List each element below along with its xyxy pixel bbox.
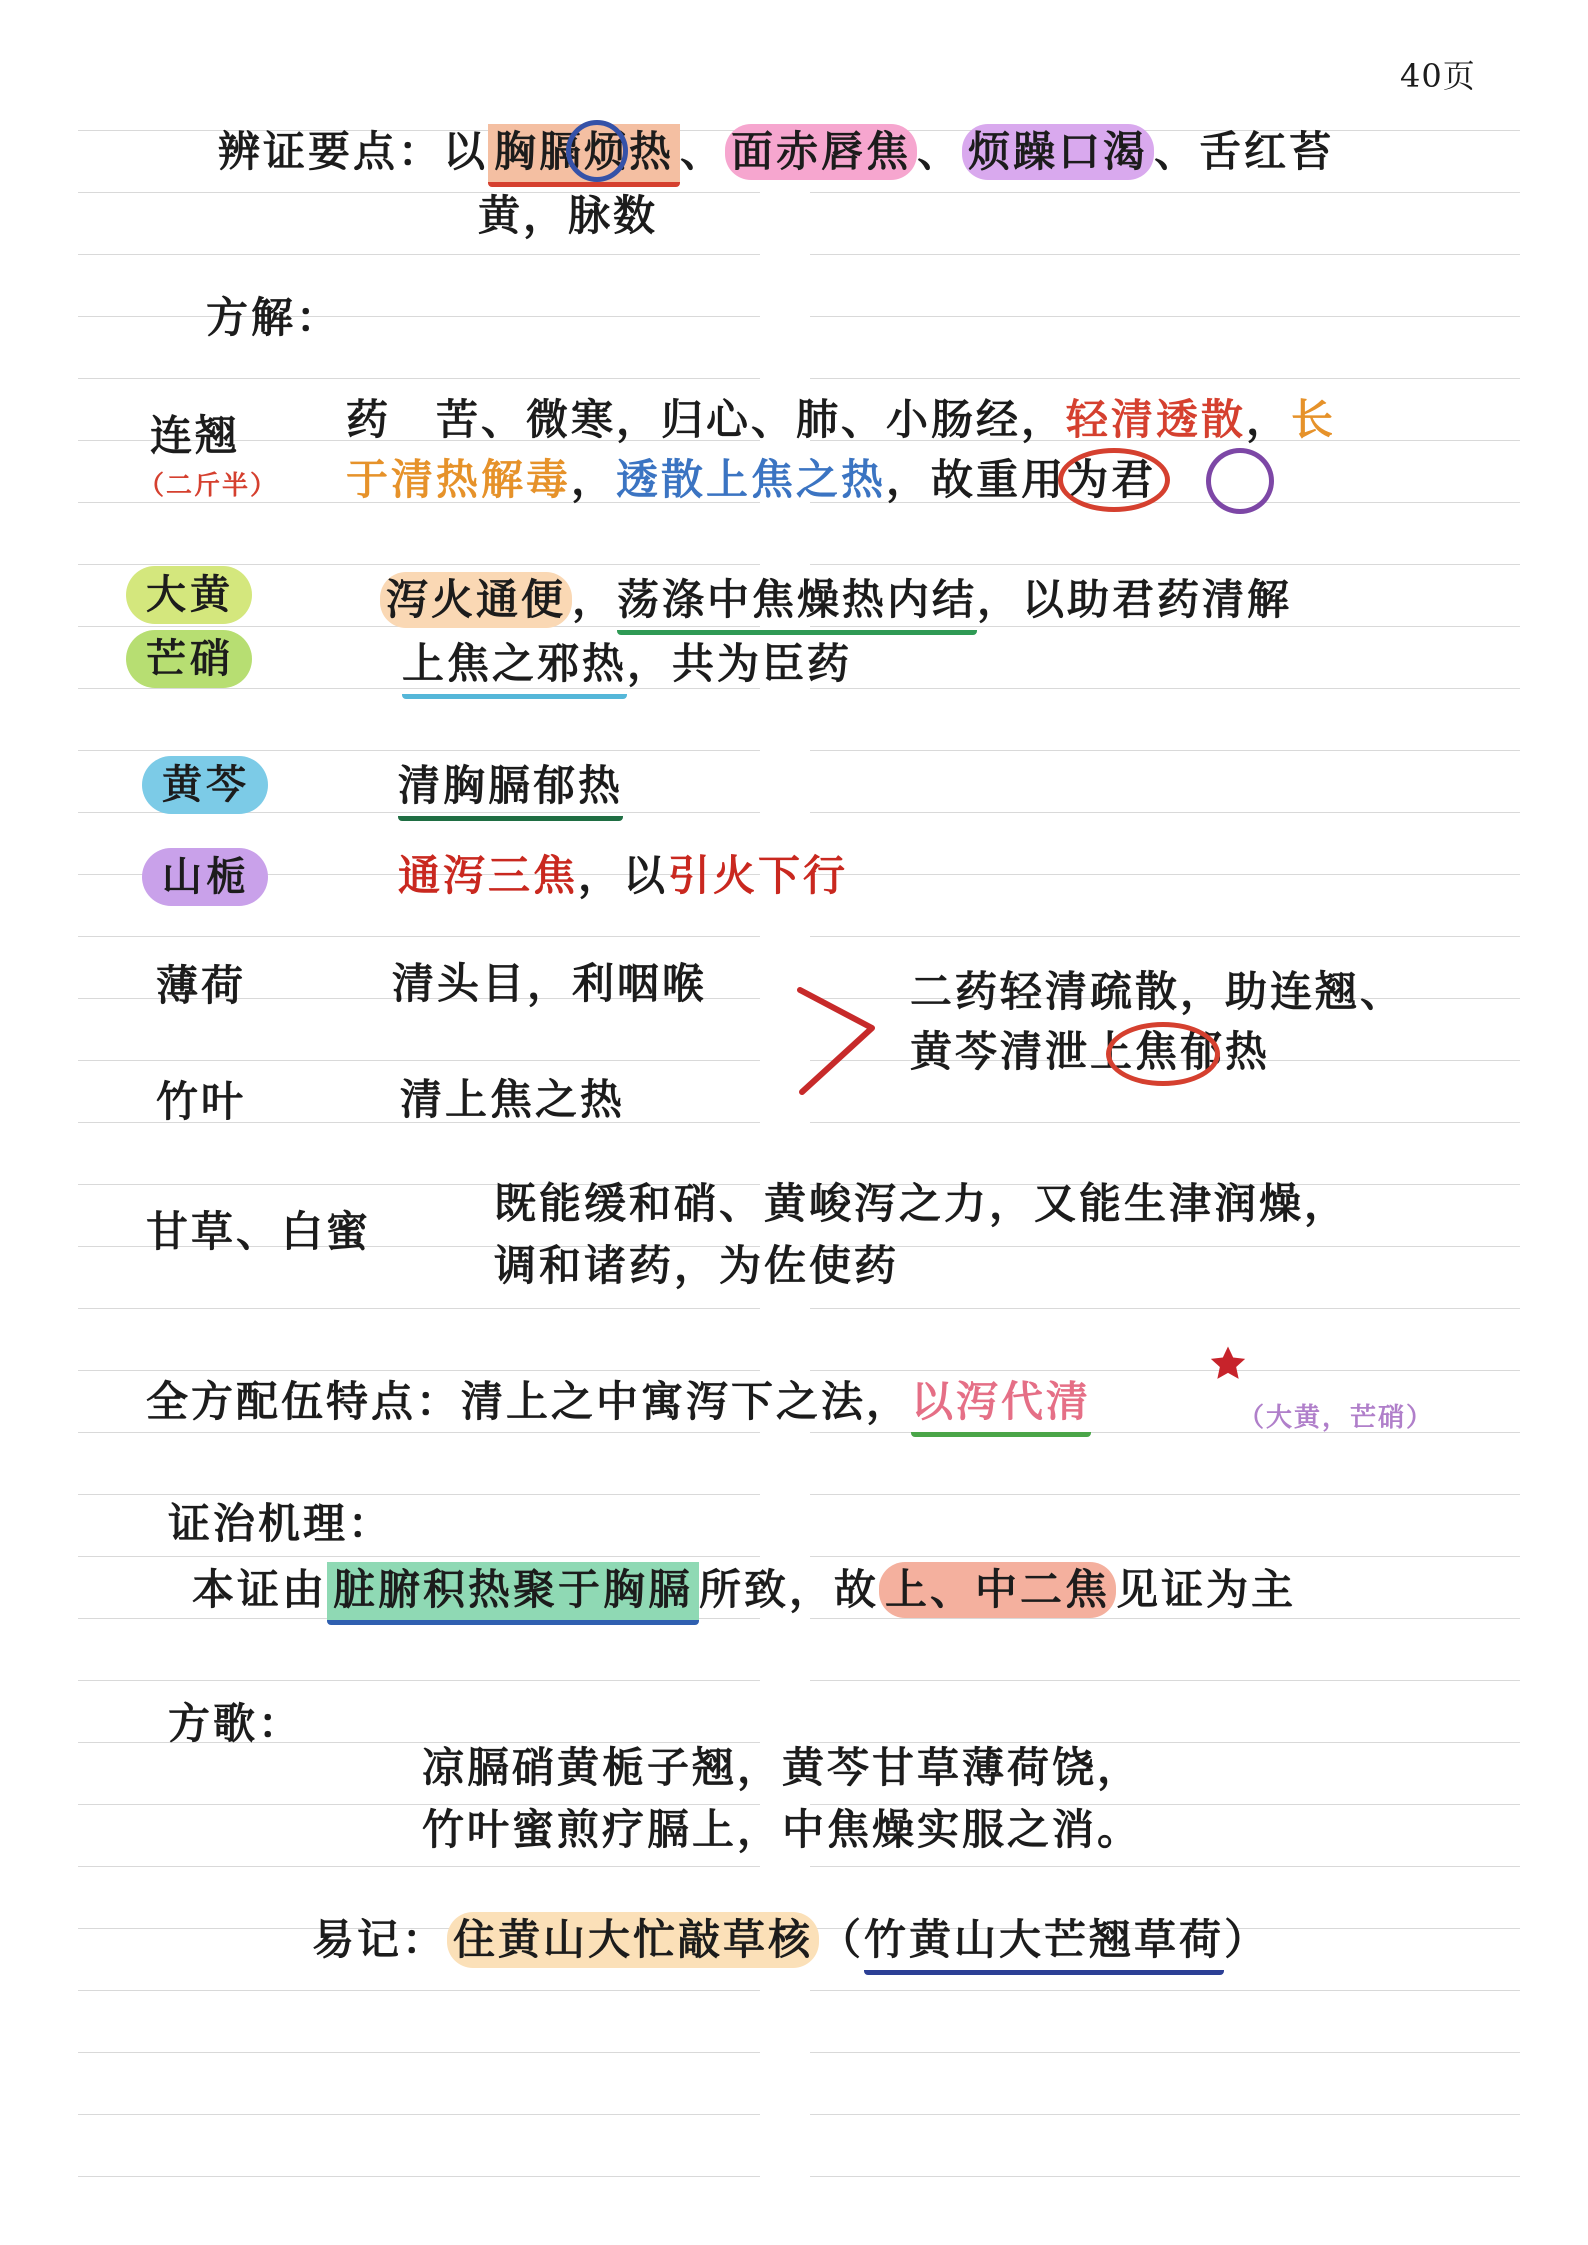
key-points-line1 [218,124,1334,187]
note-text: 黄芩清泄 [910,1027,1091,1076]
ruled-line [78,2114,760,2115]
ruled-line [810,1990,1520,1991]
three-jiao-text: 通泻三焦 [398,851,579,900]
ruled-line [78,1308,760,1309]
ruled-line [78,936,760,937]
huangqin-underline: 清胸膈郁热 [398,758,623,821]
ruled-line [810,1246,1520,1247]
strength-text: 长 [1291,395,1337,444]
huangqin-text [398,758,623,821]
zhuye-text: 清上焦之热 [400,1075,626,1124]
ruled-line [810,316,1520,317]
ruled-line [810,2114,1520,2115]
gancao-line2: 调和诸药，为佐使药 [494,1241,900,1290]
bohe-zhuye-note-line1: 二药轻清疏散，助连翘、 [910,967,1406,1016]
herb-huangqin: 黄芩 [142,756,268,814]
ruled-line [78,1556,760,1557]
compatibility-line [146,1374,1091,1437]
compatibility-text: 清上之中寓泻下之法， [461,1377,912,1426]
sep: 、 [680,127,726,176]
ruled-line [810,750,1520,751]
organ-heat-highlight: 脏腑积热聚于胸膈 [327,1562,699,1625]
upper-jiao-circled: 上焦 [1090,1027,1181,1076]
herb-zhuye: 竹叶 [156,1077,247,1126]
herb-shanzhi: 山栀 [142,848,268,906]
sep: 、 [917,127,963,176]
ruled-line [78,564,760,565]
shanzhi-text [398,848,848,904]
bracket-arrow-icon [790,980,880,1100]
circle-mark [1206,448,1274,514]
herb-mangxiao: 芒硝 [126,630,252,688]
paren: （ [819,1915,865,1964]
herb-lianqiao: 连翘 [150,411,241,460]
heavy-use-text: 重用 [976,455,1067,504]
middle-jiao-underline: 荡涤中焦燥热内结 [617,572,977,635]
ruled-line [810,1122,1520,1123]
formula-explain-label: 方解： [206,293,342,342]
shanzhi-mid: ，以 [578,851,669,900]
mechanism-text: 见证为主 [1116,1565,1297,1614]
ruled-line [810,1556,1520,1557]
ruled-line [78,2052,760,2053]
tongue-text: 、舌红苔 [1154,127,1335,176]
circle-mark [566,120,628,182]
ruled-line [78,2176,760,2177]
ruled-line [810,1866,1520,1867]
herb-dahuang: 大黄 [126,566,252,624]
fire-down-text: 引火下行 [668,851,849,900]
star-icon [1208,1344,1248,1384]
key-points-line2: 黄，脉数 [478,191,659,240]
ruled-line [78,1866,760,1867]
mnemonic-line [312,1912,1269,1975]
ruled-line [810,1494,1520,1495]
ruled-line [810,192,1520,193]
lianqiao-dose: （二斤半） [138,471,279,501]
purge-instead-clear: 以泻代清 [911,1374,1091,1437]
ruled-line [810,378,1520,379]
dahuang-text: ，以助君药清解 [977,575,1293,624]
mechanism-text: 本证由 [192,1565,328,1614]
upper-middle-highlight: 上、中二焦 [879,1562,1116,1618]
circle-mark [1058,448,1170,512]
purge-fire-highlight: 泻火通便 [380,572,572,628]
monarch-text: 君 [1111,455,1157,504]
bohe-text: 清头目，利咽喉 [392,959,708,1008]
mnemonic-highlight: 住黄山大忙敲草核 [447,1912,819,1968]
song-line2: 竹叶蜜煎疗膈上，中焦燥实服之消。 [422,1805,1143,1854]
ruled-line [78,316,760,317]
gancao-line1: 既能缓和硝、黄峻泻之力，又能生津润燥， [494,1179,1350,1228]
detox-text: 于清热解毒 [346,455,572,504]
ruled-line [810,564,1520,565]
ruled-line [78,750,760,751]
ruled-line [78,1680,760,1681]
note-text: 郁热 [1180,1027,1271,1076]
lianqiao-text: ，故 [886,455,977,504]
ruled-line [810,874,1520,875]
ruled-line [810,2052,1520,2053]
thirst-highlight: 烦躁口渴 [962,124,1154,180]
ruled-line [78,254,760,255]
compatibility-label: 全方配伍特点： [146,1377,462,1426]
sep: ， [1246,395,1292,444]
compatibility-note: （大黄，芒硝） [1238,1403,1435,1433]
ruled-line [78,378,760,379]
sep: ， [571,455,617,504]
key-points-label: 辨证要点： [218,127,444,176]
dahuang-line1 [380,572,1292,635]
ruled-line [810,254,1520,255]
ruled-line [810,1308,1520,1309]
sep: ， [572,575,618,624]
upper-jiao-text: 透散上焦之热 [616,455,887,504]
dahuang-line2 [402,636,852,699]
ruled-line [78,1060,760,1061]
circle-mark [1106,1022,1220,1086]
mechanism-label: 证治机理： [168,1499,394,1548]
chest-heat-highlight: 胸膈烦热 [488,124,680,187]
dahuang-text: ，共为臣药 [627,639,853,688]
ruled-line [810,1680,1520,1681]
light-disperse-text: 轻清透散 [1066,395,1247,444]
paren: ） [1224,1915,1270,1964]
face-highlight: 面赤唇焦 [725,124,917,180]
mechanism-line [192,1562,1296,1625]
herb-gancao-baimi: 甘草、白蜜 [146,1207,372,1256]
lianqiao-text: 为 [1066,455,1112,504]
ruled-line [810,1370,1520,1371]
ruled-line [810,812,1520,813]
mnemonic-underline: 竹黄山大芒翘草荷 [864,1912,1224,1975]
page-number: 40页 [1400,57,1476,95]
upper-heat-underline: 上焦之邪热 [402,636,627,699]
ruled-line [810,936,1520,937]
ruled-line [810,2176,1520,2177]
ruled-line [78,1494,760,1495]
lianqiao-line1 [346,392,1336,448]
song-label: 方歌： [168,1699,304,1748]
herb-bohe: 薄荷 [156,961,247,1010]
song-line1: 凉膈硝黄栀子翘，黄芩甘草薄荷饶， [422,1743,1143,1792]
lianqiao-line2 [346,452,1156,508]
mnemonic-label: 易记： [312,1915,448,1964]
ruled-line [78,1990,760,1991]
mechanism-text: 所致，故 [699,1565,880,1614]
ruled-line [78,1370,760,1371]
lianqiao-text: 药 苦、微寒，归心、肺、小肠经， [346,395,1067,444]
key-points-prefix: 以 [443,127,489,176]
ruled-line [810,688,1520,689]
